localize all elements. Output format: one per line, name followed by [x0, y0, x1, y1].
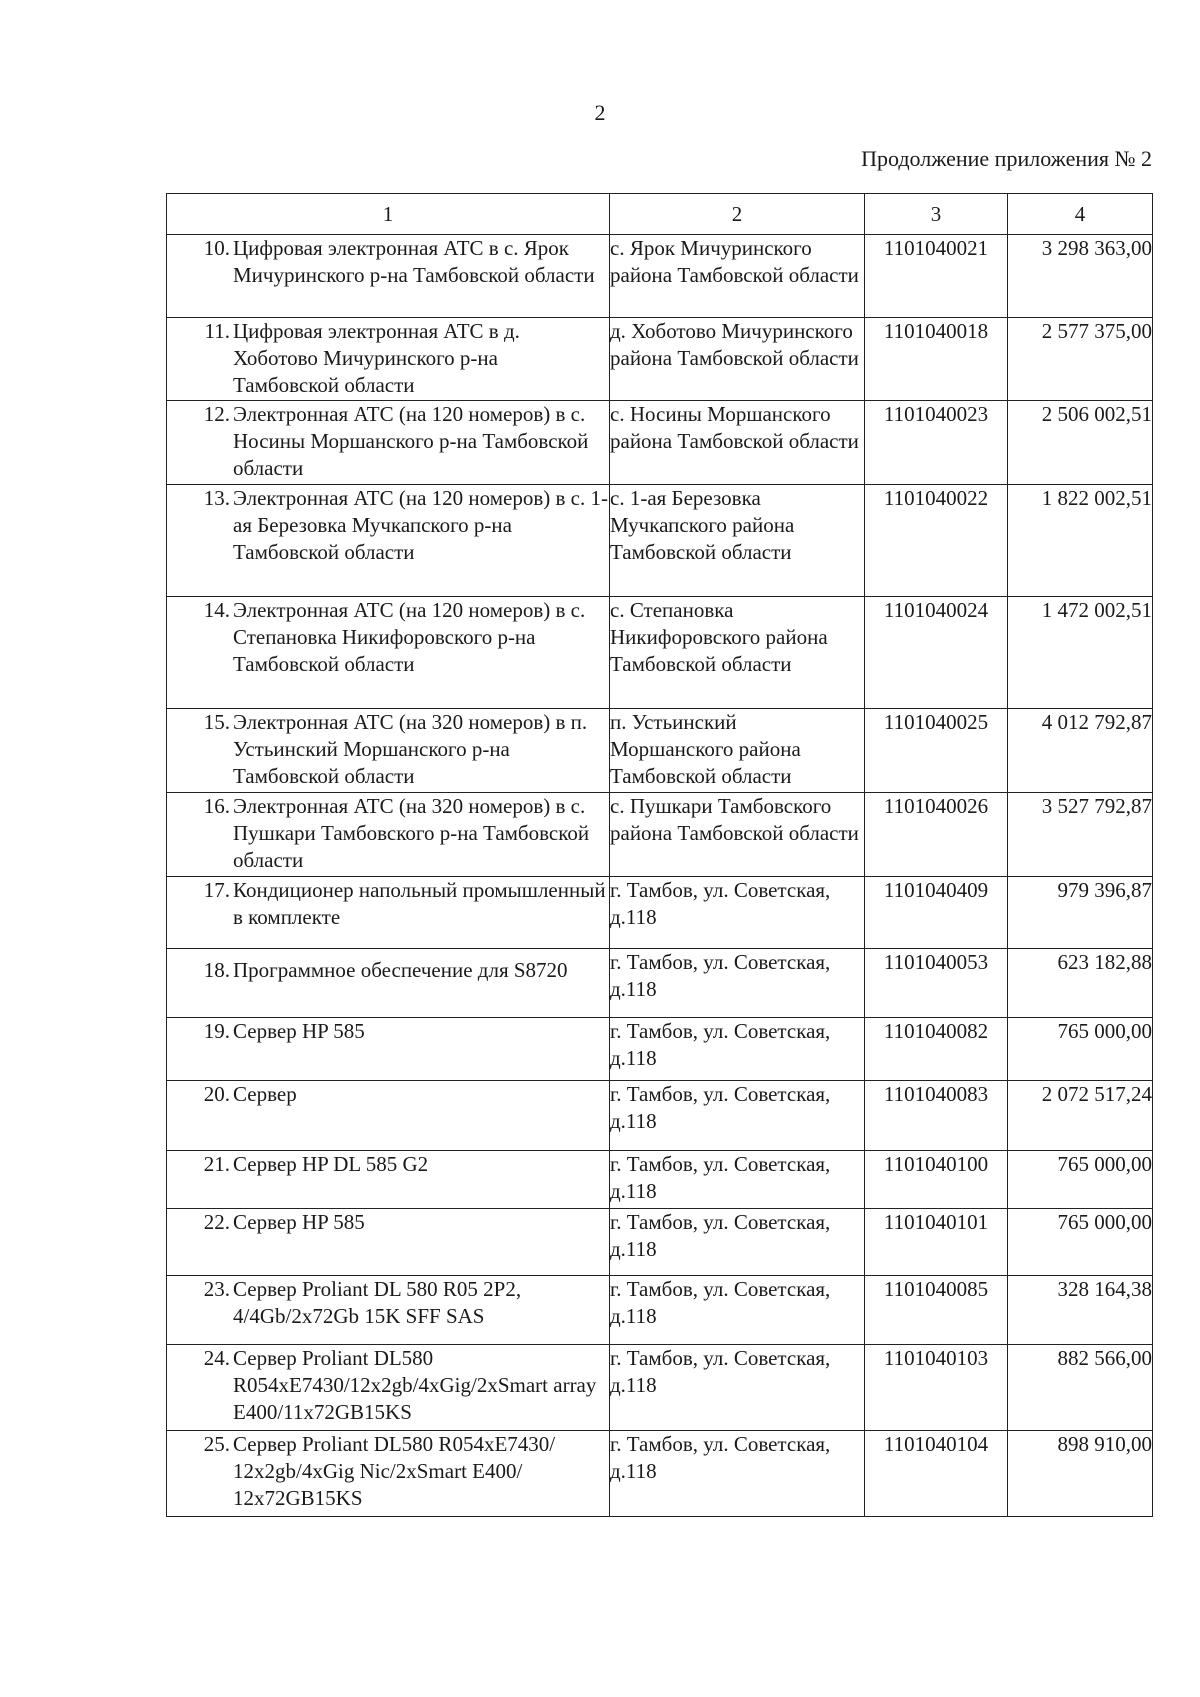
item-name-cell	[167, 1345, 610, 1431]
item-name: Сервер	[233, 1082, 297, 1106]
table-row	[167, 1151, 1153, 1209]
item-number: 18.	[203, 958, 230, 982]
table-row	[167, 1081, 1153, 1151]
item-name-cell	[167, 1151, 610, 1209]
item-amount: 3 298 363,00	[1008, 235, 1153, 318]
item-inventory-code: 1101040101	[865, 1209, 1008, 1276]
item-location: с. Степановка Никифоровского района Тамбовской области	[610, 597, 865, 709]
item-inventory-code: 1101040024	[865, 597, 1008, 709]
table-row	[167, 1345, 1153, 1431]
item-name: Электронная АТС (на 320 номеров) в п. Устьинский Моршанского р-на Тамбовской области	[233, 710, 588, 788]
item-number: 24.	[203, 1346, 230, 1370]
item-number: 20.	[203, 1082, 230, 1106]
item-location: г. Тамбов, ул. Советская, д.118	[610, 1431, 865, 1517]
table-row	[167, 318, 1153, 401]
item-name: Сервер Proliant DL 580 R05 2P2, 4/4Gb/2x72Gb 15K SFF SAS	[233, 1277, 522, 1328]
item-name: Сервер HP DL 585 G2	[233, 1152, 429, 1176]
table-header-row	[167, 194, 1153, 235]
item-amount: 2 506 002,51	[1008, 401, 1153, 485]
item-name-cell	[167, 793, 610, 877]
item-location: с. 1-ая Березовка Мучкапского района Тамбовской области	[610, 485, 865, 597]
item-location: с. Ярок Мичуринского района Тамбовской области	[610, 235, 865, 318]
item-name-cell	[167, 1081, 610, 1151]
item-number: 19.	[203, 1019, 230, 1043]
item-name: Сервер Proliant DL580 R054xE7430/ 12x2gb/4xGig Nic/2xSmart E400/ 12x72GB15KS	[233, 1432, 556, 1510]
item-inventory-code: 1101040026	[865, 793, 1008, 877]
column-header-4: 4	[1008, 194, 1153, 235]
item-inventory-code: 1101040103	[865, 1345, 1008, 1431]
item-number: 11.	[204, 319, 230, 343]
item-location: г. Тамбов, ул. Советская, д.118	[610, 877, 865, 949]
item-inventory-code: 1101040021	[865, 235, 1008, 318]
item-inventory-code: 1101040100	[865, 1151, 1008, 1209]
item-location: г. Тамбов, ул. Советская, д.118	[610, 1345, 865, 1431]
page-number: 2	[594, 100, 606, 125]
item-number: 23.	[203, 1277, 230, 1301]
item-name-cell	[167, 401, 610, 485]
item-name-cell	[167, 877, 610, 949]
item-amount: 765 000,00	[1008, 1151, 1153, 1209]
item-inventory-code: 1101040023	[865, 401, 1008, 485]
item-name: Программное обеспечение для S8720	[233, 958, 568, 982]
item-amount: 979 396,87	[1008, 877, 1153, 949]
item-amount: 882 566,00	[1008, 1345, 1153, 1431]
appendix-continuation-note: Продолжение приложения № 2	[861, 146, 1152, 171]
item-name: Электронная АТС (на 320 номеров) в с. Пушкари Тамбовского р-на Тамбовской области	[233, 794, 590, 872]
item-inventory-code: 1101040022	[865, 485, 1008, 597]
item-location: г. Тамбов, ул. Советская, д.118	[610, 1018, 865, 1081]
item-inventory-code: 1101040053	[865, 949, 1008, 1018]
item-number: 25.	[203, 1432, 230, 1456]
item-name: Электронная АТС (на 120 номеров) в с. Носины Моршанского р-на Тамбовской области	[233, 402, 589, 480]
item-name: Сервер HP 585	[233, 1210, 365, 1234]
item-name: Цифровая электронная АТС в д. Хоботово Мичуринского р-на Тамбовской области	[233, 319, 520, 397]
item-amount: 898 910,00	[1008, 1431, 1153, 1517]
table-row	[167, 793, 1153, 877]
item-amount: 765 000,00	[1008, 1209, 1153, 1276]
item-inventory-code: 1101040082	[865, 1018, 1008, 1081]
item-name-cell	[167, 1431, 610, 1517]
item-location: с. Пушкари Тамбовского района Тамбовской области	[610, 793, 865, 877]
column-header-3: 3	[865, 194, 1008, 235]
item-location: д. Хоботово Мичуринского района Тамбовской области	[610, 318, 865, 401]
item-number: 21.	[203, 1152, 230, 1176]
item-amount: 3 527 792,87	[1008, 793, 1153, 877]
table-row	[167, 877, 1153, 949]
item-number: 10.	[203, 236, 230, 260]
item-inventory-code: 1101040409	[865, 877, 1008, 949]
item-amount: 623 182,88	[1008, 949, 1153, 1018]
item-number: 17.	[203, 878, 230, 902]
item-name-cell	[167, 318, 610, 401]
item-amount: 1 822 002,51	[1008, 485, 1153, 597]
item-name-cell	[167, 235, 610, 318]
item-amount: 1 472 002,51	[1008, 597, 1153, 709]
item-location: г. Тамбов, ул. Советская, д.118	[610, 1276, 865, 1345]
item-name: Электронная АТС (на 120 номеров) в с. Степановка Никифоровского р-на Тамбовской области	[233, 598, 586, 676]
table-row	[167, 597, 1153, 709]
item-name: Сервер HP 585	[233, 1019, 365, 1043]
table-row	[167, 709, 1153, 793]
table-row	[167, 1018, 1153, 1081]
item-inventory-code: 1101040083	[865, 1081, 1008, 1151]
item-amount: 4 012 792,87	[1008, 709, 1153, 793]
item-number: 12.	[203, 402, 230, 426]
item-inventory-code: 1101040025	[865, 709, 1008, 793]
item-name-cell	[167, 597, 610, 709]
item-name: Цифровая электронная АТС в с. Ярок Мичуринского р-на Тамбовской области	[233, 236, 595, 287]
item-location: п. Устьинский Моршанского района Тамбовской области	[610, 709, 865, 793]
item-location: г. Тамбов, ул. Советская, д.118	[610, 1081, 865, 1151]
column-header-1: 1	[167, 194, 610, 235]
item-inventory-code: 1101040104	[865, 1431, 1008, 1517]
item-number: 13.	[203, 486, 230, 510]
table-row	[167, 1209, 1153, 1276]
table-row	[167, 235, 1153, 318]
table-row	[167, 1276, 1153, 1345]
item-inventory-code: 1101040018	[865, 318, 1008, 401]
item-name-cell	[167, 1209, 610, 1276]
item-location: г. Тамбов, ул. Советская, д.118	[610, 1209, 865, 1276]
item-name: Электронная АТС (на 120 номеров) в с. 1-ая Березовка Мучкапского р-на Тамбовской области	[233, 486, 608, 564]
table-row	[167, 485, 1153, 597]
item-location: г. Тамбов, ул. Советская, д.118	[610, 949, 865, 1018]
item-amount: 2 577 375,00	[1008, 318, 1153, 401]
item-amount: 2 072 517,24	[1008, 1081, 1153, 1151]
item-name-cell	[167, 949, 610, 1018]
item-inventory-code: 1101040085	[865, 1276, 1008, 1345]
item-amount: 328 164,38	[1008, 1276, 1153, 1345]
property-registry-table	[166, 193, 1153, 1517]
item-number: 16.	[203, 794, 230, 818]
table-row	[167, 1431, 1153, 1517]
item-location: г. Тамбов, ул. Советская, д.118	[610, 1151, 865, 1209]
item-name: Сервер Proliant DL580 R054xE7430/12x2gb/4xGig/2xSmart array E400/11x72GB15KS	[233, 1346, 597, 1424]
item-name-cell	[167, 485, 610, 597]
item-number: 15.	[203, 710, 230, 734]
item-number: 22.	[203, 1210, 230, 1234]
table-row	[167, 949, 1153, 1018]
item-name: Кондиционер напольный промышленный в комплекте	[233, 878, 606, 929]
column-header-2: 2	[610, 194, 865, 235]
item-name-cell	[167, 1276, 610, 1345]
item-amount: 765 000,00	[1008, 1018, 1153, 1081]
item-name-cell	[167, 1018, 610, 1081]
item-location: с. Носины Моршанского района Тамбовской области	[610, 401, 865, 485]
table-row	[167, 401, 1153, 485]
item-name-cell	[167, 709, 610, 793]
item-number: 14.	[203, 598, 230, 622]
